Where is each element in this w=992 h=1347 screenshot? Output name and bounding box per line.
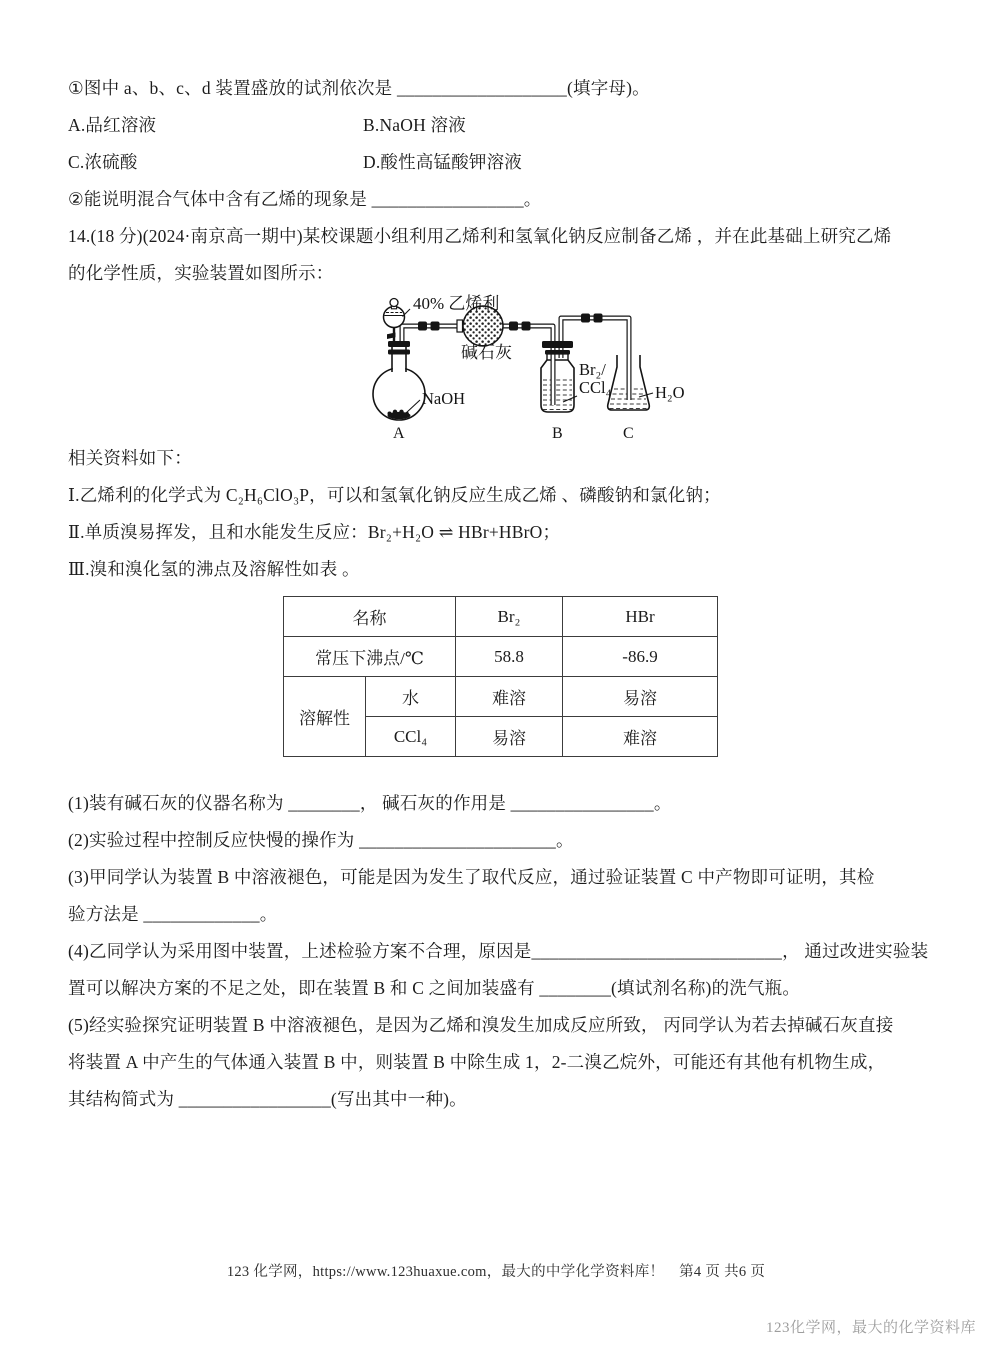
table-cell-hbr: HBr <box>563 597 718 637</box>
table-cell-ccl4-hbr: 难溶 <box>563 717 718 757</box>
table-row-boiling-point <box>284 637 718 677</box>
table-cell-bp-hbr: -86.9 <box>563 637 718 677</box>
subquestion-2: (2)实验过程中控制反应快慢的操作为 ______________________。 <box>68 830 574 850</box>
apparatus-diagram-svg <box>361 292 693 440</box>
q13-sub2-blank-line: ②能说明混合气体中含有乙烯的现象是 _________________。 <box>68 189 542 209</box>
table-cell-water-br2: 难溶 <box>456 677 563 717</box>
q13-options-row-1 <box>68 107 936 144</box>
table-cell-water-hbr: 易溶 <box>563 677 718 717</box>
materials-item-2: Ⅱ.单质溴易挥发，且和水能发生反应：Br₂+H₂O ⇌ HBr+HBrO； <box>68 522 561 542</box>
site-watermark: 123化学网，最大的化学资料库 <box>765 1320 976 1336</box>
apparatus-letter-b: B <box>552 425 563 440</box>
q14-intro-line1: 14.(18 分)(2024·南京高一期中)某校课题小组利用乙烯利和氢氧化钠反应制备乙烯 ，并在此基础上研究乙烯 <box>68 226 892 246</box>
page-footer: 123 化学网，https://www.123huaxue.com，最大的中学化学资料库！ 第4 页 共6 页 <box>226 1264 766 1280</box>
gas-washing-bottle-b <box>541 352 574 412</box>
drying-agent-label: 碱石灰 <box>461 343 512 362</box>
table-cell-solubility-label: 溶解性 <box>284 677 366 757</box>
materials-item-3: Ⅲ.溴和溴化氢的沸点及溶解性如表 。 <box>68 559 360 579</box>
materials-item-1: Ⅰ.乙烯利的化学式为 C₂H₆ClO₃P，可以和氢氧化钠反应生成乙烯 、磷酸钠和氯化钠； <box>68 485 721 505</box>
exam-page-content <box>68 70 936 1118</box>
funnel-label: 40% 乙烯利 <box>413 294 500 313</box>
subquestion-5-line1: (5)经实验探究证明装置 B 中溶液褪色，是因为乙烯和溴发生加成反应所致， 丙同学认为若去掉碱石灰直接 <box>68 1015 894 1035</box>
q13-options-row-2 <box>68 144 936 181</box>
table-cell-solvent-water: 水 <box>366 677 456 717</box>
q13-option-d: D.酸性高锰酸钾溶液 <box>363 152 523 172</box>
solubility-table <box>283 596 718 757</box>
apparatus-letter-c: C <box>623 425 634 440</box>
flask-c-reagent-label: H₂O <box>655 383 685 402</box>
q13-option-b: B.NaOH 溶液 <box>363 115 466 135</box>
q14-intro-line2: 的化学性质，实验装置如图所示： <box>68 263 334 283</box>
round-bottom-flask-a <box>373 344 425 420</box>
subquestion-1: (1)装有碱石灰的仪器名称为 ________， 碱石灰的作用是 ________________。 <box>68 793 672 813</box>
table-cell-bp-label: 常压下沸点/℃ <box>284 637 456 677</box>
apparatus-letter-a: A <box>393 425 405 440</box>
table-row-header <box>284 597 718 637</box>
subquestion-4-line1: (4)乙同学认为采用图中装置，上述检验方案不合理，原因是____________________________， 通过改进实验装 <box>68 941 929 961</box>
apparatus-diagram <box>361 292 693 440</box>
bottle-b-reagent-line2: CCl₄ <box>579 378 612 397</box>
table-row-solubility-water <box>284 677 718 717</box>
subquestion-3-line1: (3)甲同学认为装置 B 中溶液褪色，可能是因为发生了取代反应，通过验证装置 C 中产物即可证明，其检 <box>68 867 875 887</box>
subquestion-5-line2: 将装置 A 中产生的气体通入装置 B 中，则装置 B 中除生成 1，2-二溴乙烷外，可能还有其他有机物生成， <box>68 1052 886 1072</box>
materials-heading: 相关资料如下： <box>68 448 192 468</box>
subquestion-4-line2: 置可以解决方案的不足之处，即在装置 B 和 C 之间加装盛有 ________(填试剂名称)的洗气瓶。 <box>68 978 801 998</box>
table-cell-solvent-ccl4: CCl₄ <box>366 717 456 757</box>
bottle-b-reagent-line1: Br₂/ <box>579 360 606 379</box>
q13-sub1-blank-line: ①图中 a、b、c、d 装置盛放的试剂依次是 ___________________(填字母)。 <box>68 78 650 98</box>
bottle-b-cap <box>542 341 573 355</box>
table-cell-name: 名称 <box>284 597 456 637</box>
subquestion-5-line3: 其结构简式为 _________________(写出其中一种)。 <box>68 1089 467 1109</box>
table-cell-br2: Br₂ <box>456 597 563 637</box>
table-cell-ccl4-br2: 易溶 <box>456 717 563 757</box>
table-cell-bp-br2: 58.8 <box>456 637 563 677</box>
flask-a-reagent-label: NaOH <box>422 389 466 408</box>
subquestion-3-line2: 验方法是 _____________。 <box>68 904 278 924</box>
q13-option-a: A.品红溶液 <box>68 115 157 135</box>
q13-option-c: C.浓硫酸 <box>68 152 138 172</box>
